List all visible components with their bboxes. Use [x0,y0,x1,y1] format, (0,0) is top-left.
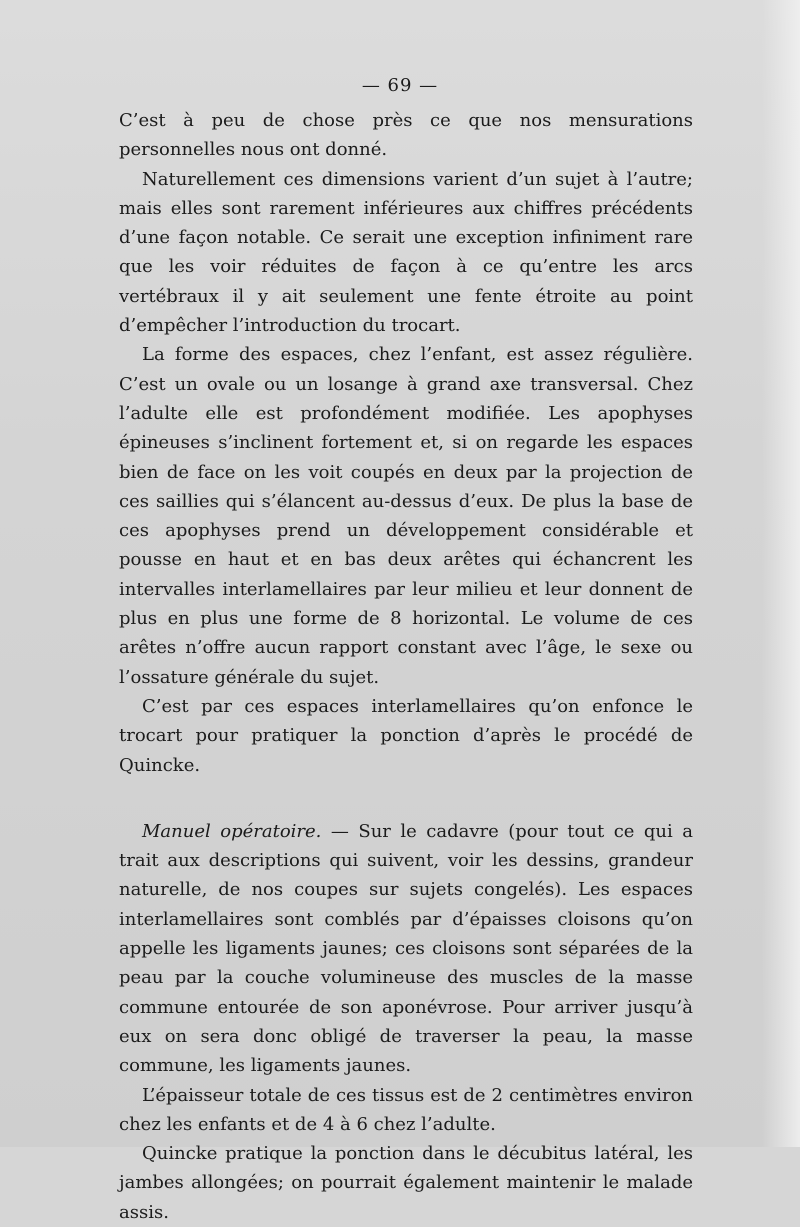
paragraph: C’est par ces espaces interlamellaires qu’on enfonce le trocart pour pratiquer la ponction d’après le procédé de Quincke. [119,695,693,776]
paragraph: La forme des espaces, chez l’enfant, est assez régulière. C’est un ovale ou un losange à grand axe transversal. Chez l’adulte elle est profondément modifiée. Les apophyses épineuses s’inclinent fortement et, si on regarde les espaces bien de face on les voit coupés en deux par la projection de ces saillies qui s’élancent au-dessus d’eux. De plus la base de ces apophyses prend un développement considérable et pousse en haut et en bas deux arêtes qui échancrent les intervalles interlamellaires par leur milieu et leur donnent de plus en plus une forme de 8 horizontal. Le volume de ces arêtes n’offre aucun rapport constant avec l’âge, le sexe ou l’ossature générale du sujet. [119,344,693,688]
section-spacer [119,780,693,817]
paragraph: C’est à peu de chose près ce que nos mensurations personnelles nous ont donné. [119,110,693,161]
body-text [119,106,693,1227]
page-number: — 69 — [361,75,439,96]
paragraph: Naturellement ces dimensions varient d’un sujet à l’autre; mais elles sont rarement inférieures aux chiffres précédents d’une façon notable. Ce serait une exception infiniment rare que les voir réduites de façon à ce qu’entre les arcs vertébraux il y ait seulement une fente étroite au point d’empêcher l’introduction du trocart. [119,168,693,337]
section-intro-paragraph [119,817,693,1081]
paragraph: L’épaisseur totale de ces tissus est de 2 centimètres environ chez les enfants et de 4 à 6 chez l’adulte. [119,1084,693,1135]
section-intro-text: — Sur le cadavre (pour tout ce qui a trait aux descriptions qui suivent, voir les dessins, grandeur naturelle, de nos coupes sur sujets congelés). Les espaces interlamellaires sont comblés par d’épaisses cloisons qu’on appelle les ligaments jaunes; ces cloisons sont séparées de la peau par la couche volumineuse des muscles de la masse commune entourée de son aponévrose. Pour arriver jusqu’à eux on sera donc obligé de traverser la peau, la masse commune, les ligaments jaunes. [119,820,693,1077]
paragraph: Quincke pratique la ponction dans le décubitus latéral, les jambes allongées; on pourrait également maintenir le malade assis. [119,1143,693,1223]
section-heading: Manuel opératoire. [142,820,322,842]
